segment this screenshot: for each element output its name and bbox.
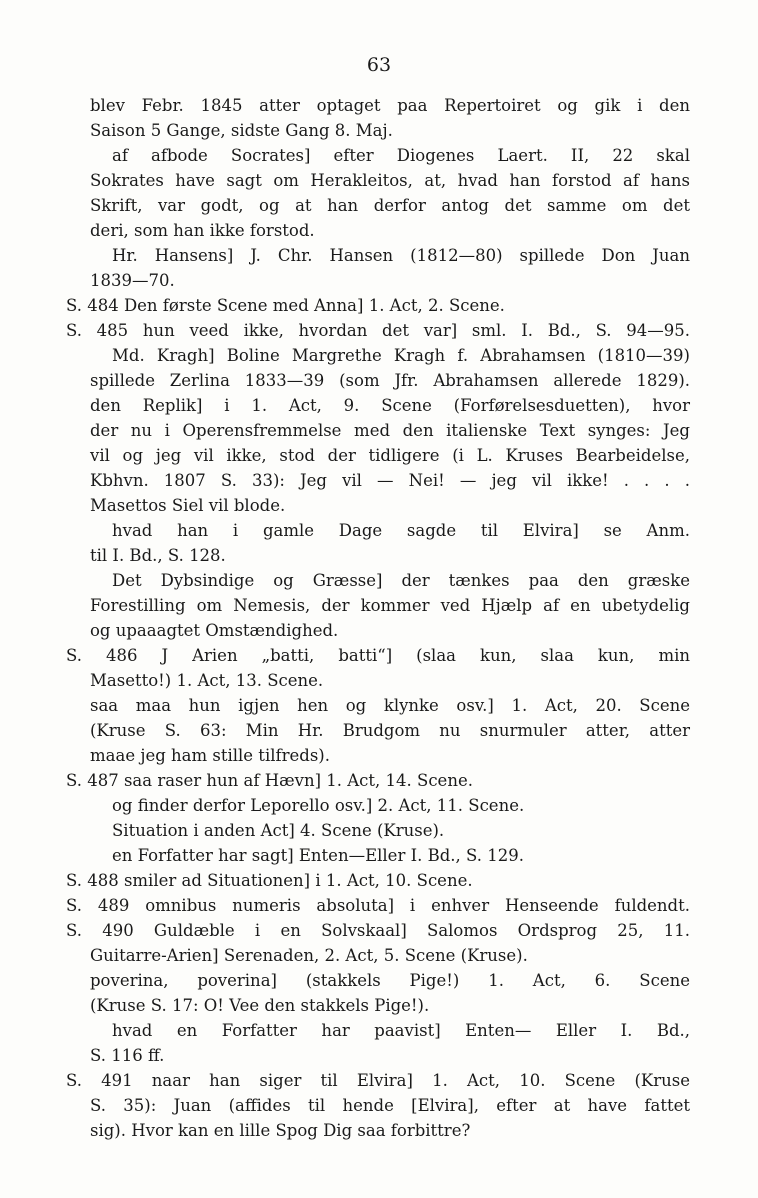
text-line: S. 484 Den første Scene med Anna] 1. Act, 2. Scene.: [66, 296, 505, 315]
text-line: og upaaagtet Omstændighed.: [90, 621, 339, 640]
text-line: Forestilling om Nemesis, der kommer ved Hjælp af en ubetydelig: [90, 596, 690, 615]
text-line: og finder derfor Leporello osv.] 2. Act, 11. Scene.: [112, 796, 525, 815]
text-line: S. 116 ff.: [90, 1046, 165, 1065]
text-line: spillede Zerlina 1833—39 (som Jfr. Abrahamsen allerede 1829).: [90, 371, 690, 390]
text-line: der nu i Operensfremmelse med den italienske Text synges: Jeg: [90, 421, 690, 440]
text-line: S. 488 smiler ad Situationen] i 1. Act, 10. Scene.: [66, 871, 473, 890]
text-line: Masettos Siel vil blode.: [90, 496, 286, 515]
text-line: Situation i anden Act] 4. Scene (Kruse).: [112, 821, 445, 840]
text-line: hvad en Forfatter har paavist] Enten— Eller I. Bd.,: [112, 1021, 690, 1040]
text-line: deri, som han ikke forstod.: [90, 221, 315, 240]
text-line: poverina, poverina] (stakkels Pige!) 1. Act, 6. Scene: [90, 971, 690, 990]
text-line: en Forfatter har sagt] Enten—Eller I. Bd., S. 129.: [112, 846, 524, 865]
text-line: 1839—70.: [90, 271, 175, 290]
text-line: (Kruse S. 17: O! Vee den stakkels Pige!).: [90, 996, 430, 1015]
text-line: S. 487 saa raser hun af Hævn] 1. Act, 14. Scene.: [66, 771, 473, 790]
text-line: S. 490 Guldæble i en Solvskaal] Salomos Ordsprog 25, 11.: [66, 921, 690, 940]
text-line: S. 485 hun veed ikke, hvordan det var] sml. I. Bd., S. 94—95.: [66, 321, 690, 340]
text-line: maae jeg ham stille tilfreds).: [90, 746, 330, 765]
text-line: S. 35): Juan (affides til hende [Elvira], efter at have fattet: [90, 1096, 690, 1115]
text-line: Guitarre-Arien] Serenaden, 2. Act, 5. Scene (Kruse).: [90, 946, 528, 965]
text-line: (Kruse S. 63: Min Hr. Brudgom nu snurmuler atter, atter: [90, 721, 690, 740]
text-line: Masetto!) 1. Act, 13. Scene.: [90, 671, 324, 690]
text-line: blev Febr. 1845 atter optaget paa Repertoiret og gik i den: [90, 96, 690, 115]
text-line: hvad han i gamle Dage sagde til Elvira] se Anm.: [112, 521, 690, 540]
text-line: sig). Hvor kan en lille Spog Dig saa forbittre?: [90, 1121, 471, 1140]
text-line: den Replik] i 1. Act, 9. Scene (Forførelsesduetten), hvor: [90, 396, 690, 415]
text-line: til I. Bd., S. 128.: [90, 546, 226, 565]
text-line: vil og jeg vil ikke, stod der tidligere (i L. Kruses Bearbeidelse,: [90, 446, 690, 465]
text-line: af afbode Socrates] efter Diogenes Laert. II, 22 skal: [112, 146, 690, 165]
page-number: 63: [366, 54, 392, 76]
text-line: Hr. Hansens] J. Chr. Hansen (1812—80) spillede Don Juan: [112, 246, 690, 265]
text-line: Sokrates have sagt om Herakleitos, at, hvad han forstod af hans: [90, 171, 690, 190]
text-line: Skrift, var godt, og at han derfor antog det samme om det: [90, 196, 690, 215]
text-line: S. 491 naar han siger til Elvira] 1. Act, 10. Scene (Kruse: [66, 1071, 690, 1090]
text-line: saa maa hun igjen hen og klynke osv.] 1. Act, 20. Scene: [90, 696, 690, 715]
text-line: Det Dybsindige og Græsse] der tænkes paa den græske: [112, 571, 690, 590]
text-line: Kbhvn. 1807 S. 33): Jeg vil — Nei! — jeg vil ikke! . . . .: [90, 471, 690, 490]
text-line: Saison 5 Gange, sidste Gang 8. Maj.: [90, 121, 393, 140]
text-line: Md. Kragh] Boline Margrethe Kragh f. Abrahamsen (1810—39): [112, 346, 690, 365]
text-line: S. 486 J Arien „batti, batti“] (slaa kun, slaa kun, min: [66, 646, 690, 665]
text-line: S. 489 omnibus numeris absoluta] i enhver Henseende fuldendt.: [66, 896, 690, 915]
